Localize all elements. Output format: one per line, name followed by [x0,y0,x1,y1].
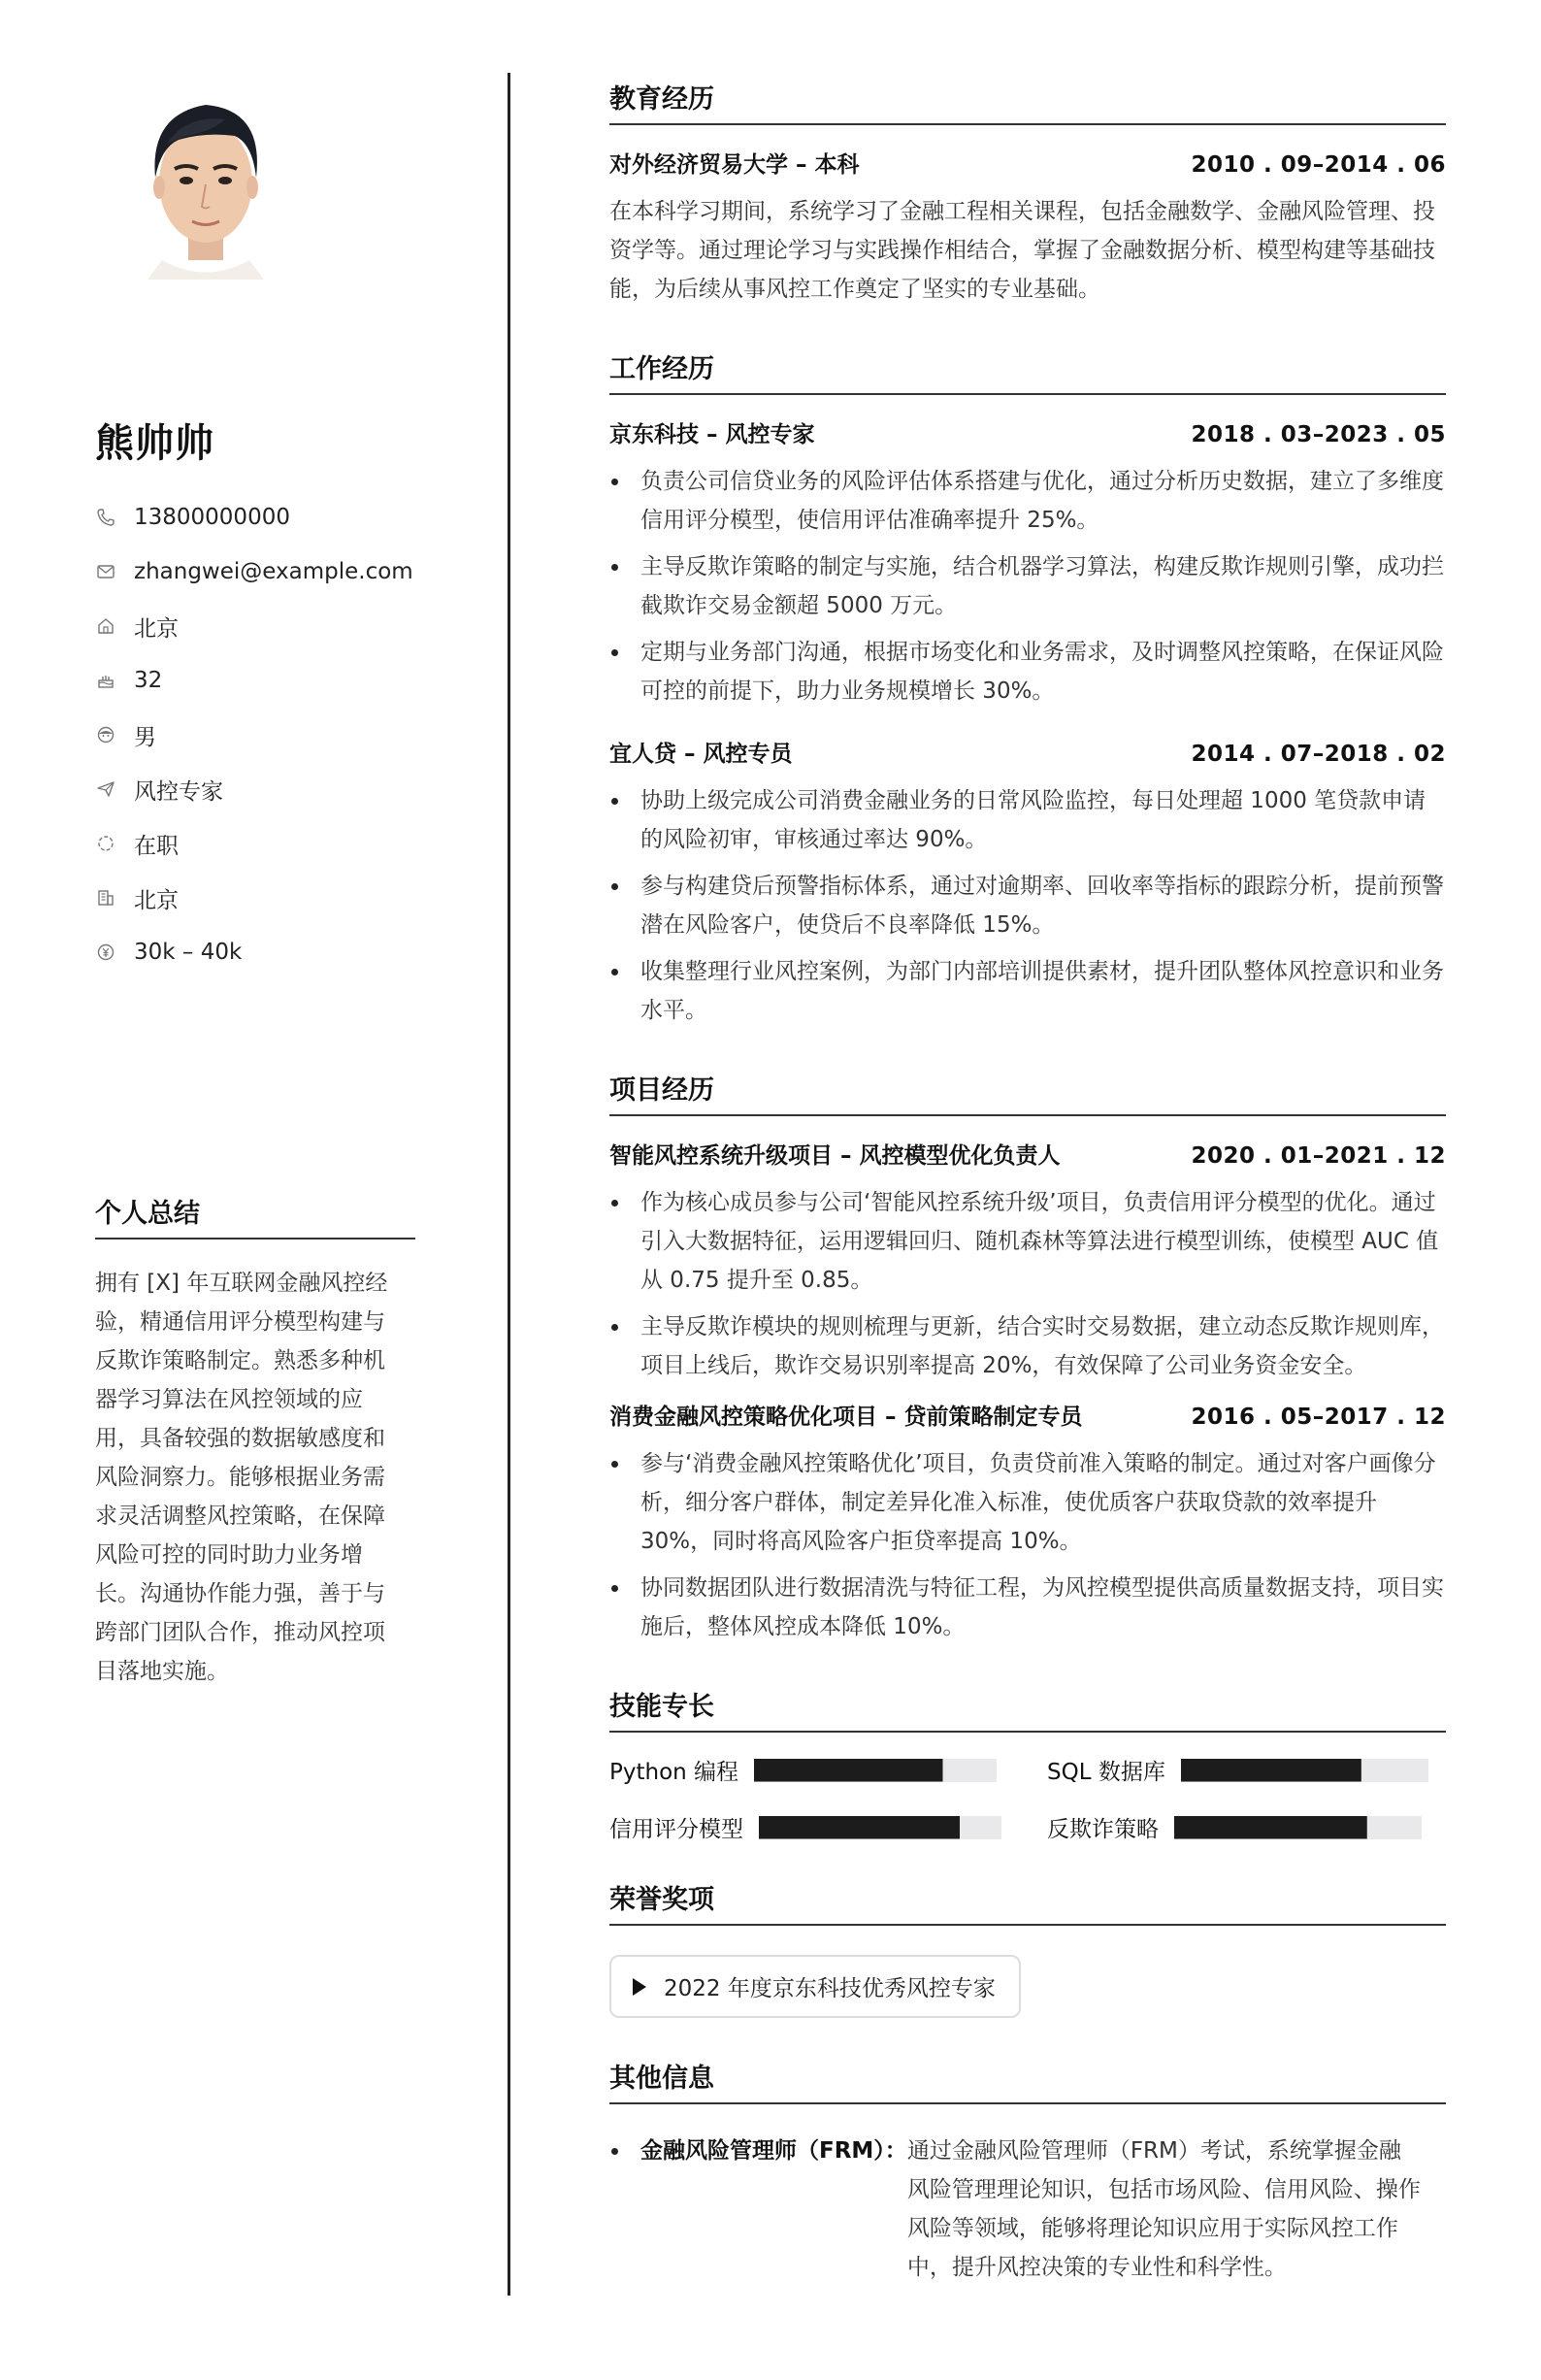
list-item: 负责公司信贷业务的风险评估体系搭建与优化，通过分析历史数据，建立了多维度信用评分模型，使信用评估准确率提升 25%。 [609,462,1446,540]
award-text: 2022 年度京东科技优秀风控专家 [664,1976,996,2001]
candidate-name: 熊帅帅 [95,421,214,466]
other-label: 金融风险管理师（FRM）： [640,2138,907,2164]
entry-date: 2010 . 09–2014 . 06 [1191,152,1446,178]
list-item: 主导反欺诈策略的制定与实施，结合机器学习算法，构建反欺诈规则引擎，成功拦截欺诈交易金额超 5000 万元。 [609,547,1446,625]
skill-item [609,1811,1008,1843]
work-entry [609,736,1446,1030]
other-title: 其他信息 [609,2057,1446,2104]
list-item: 定期与业务部门沟通，根据市场变化和业务需求，及时调整风控策略，在保证风险可控的前提下，助力业务规模增长 30%。 [609,633,1446,711]
skill-fill [1181,1759,1361,1782]
list-item: 协同数据团队进行数据清洗与特征工程，为风控模型提供高质量数据支持，项目实施后，整体风控成本降低 10%。 [609,1569,1446,1646]
info-work-city: 北京 [95,871,415,925]
entry-date: 2014 . 07–2018 . 02 [1191,742,1446,767]
entry-heading: 智能风控系统升级项目 – 风控模型优化负责人 [609,1143,1061,1169]
summary-title: 个人总结 [95,1192,415,1240]
info-gender: 男 [95,708,415,762]
main-content [609,78,1446,2287]
skill-bar [754,1759,997,1782]
entry-heading: 消费金融风控策略优化项目 – 贷前策略制定专员 [609,1405,1083,1430]
info-age: 32 [95,653,415,708]
info-position: 风控专家 [95,762,415,816]
entry-bullets [609,462,1446,711]
project-entry [609,1399,1446,1646]
contact-info-list [95,490,415,979]
info-city: 北京 [95,599,415,653]
skill-name: 信用评分模型 [609,1817,743,1842]
skill-item [609,1754,1008,1786]
skill-item [1047,1811,1446,1843]
work-entry [609,416,1446,711]
list-item: 收集整理行业风控案例，为部门内部培训提供素材，提升团队整体风控意识和业务水平。 [609,952,1446,1030]
entry-heading: 宜人贷 – 风控专员 [609,742,793,767]
phone-icon [95,507,116,528]
project-entry [609,1138,1446,1385]
skill-name: SQL 数据库 [1047,1760,1165,1785]
info-salary: 30k – 40k [95,925,415,979]
info-status: 在职 [95,816,415,871]
summary-text: 拥有 [X] 年互联网金融风控经验，精通信用评分模型构建与反欺诈策略制定。熟悉多种机器学习算法在风控领域的应用，具备较强的数据敏感度和风险洞察力。能够根据业务需求灵活调整风控策略，在保障风险可控的同时助力业务增长。沟通协作能力强，善于与跨部门团队合作，推动风控项目落地实施。 [95,1271,388,1684]
work-title: 工作经历 [609,347,1446,395]
entry-date: 2020 . 01–2021 . 12 [1191,1143,1446,1169]
avatar [109,76,303,280]
skill-bar [1181,1759,1428,1782]
skill-fill [754,1759,943,1782]
entry-heading: 对外经济贸易大学 – 本科 [609,152,860,178]
other-text: 通过金融风险管理师（FRM）考试，系统掌握金融风险管理理论知识，包括市场风险、信用风险、操作风险等领域，能够将理论知识应用于实际风控工作中，提升风控决策的专业性和科学性。 [906,2138,1421,2280]
entry-bullets [609,781,1446,1030]
skill-fill [759,1816,960,1839]
skill-name: Python 编程 [609,1760,739,1785]
education-title: 教育经历 [609,78,1446,125]
entry-date: 2018 . 03–2023 . 05 [1191,422,1446,447]
other-item [609,2132,1446,2287]
education-entry [609,147,1446,309]
skill-name: 反欺诈策略 [1047,1817,1159,1842]
list-item: 作为核心成员参与公司‘智能风控系统升级’项目，负责信用评分模型的优化。通过引入大数据特征，运用逻辑回归、随机森林等算法进行模型训练，使模型 AUC 值从 0.75 提升至 0.85。 [609,1183,1446,1300]
entry-bullets [609,1444,1446,1646]
entry-description: 在本科学习期间，系统学习了金融工程相关课程，包括金融数学、金融风险管理、投资学等。通过理论学习与实践操作相结合，掌握了金融数据分析、模型构建等基础技能，为后续从事风控工作奠定了坚实的专业基础。 [609,199,1435,302]
building-icon [95,887,116,909]
list-item: 协助上级完成公司消费金融业务的日常风险监控，每日处理超 1000 笔贷款申请的风险初审，审核通过率达 90%。 [609,781,1446,859]
column-divider [508,73,510,2296]
list-item: 主导反欺诈模块的规则梳理与更新，结合实时交易数据，建立动态反欺诈规则库，项目上线后，欺诈交易识别率提高 20%，有效保障了公司业务资金安全。 [609,1307,1446,1385]
entry-date: 2016 . 05–2017 . 12 [1191,1405,1446,1430]
award-badge[interactable] [609,1955,1021,2018]
play-icon [633,1978,646,1996]
honors-title: 荣誉奖项 [609,1878,1446,1926]
info-phone: 13800000000 [95,490,415,545]
projects-title: 项目经历 [609,1069,1446,1116]
status-icon [95,833,116,854]
skill-item [1047,1754,1446,1786]
list-item: 参与‘消费金融风控策略优化’项目，负责贷前准入策略的制定。通过对客户画像分析，细分客户群体，制定差异化准入标准，使优质客户获取贷款的效率提升 30%，同时将高风险客户拒贷率提高 10%。 [609,1444,1446,1561]
send-icon [95,778,116,800]
skills-grid [609,1754,1446,1843]
skill-fill [1174,1816,1367,1839]
gender-icon [95,724,116,745]
email-icon [95,561,116,582]
skills-title: 技能专长 [609,1685,1446,1733]
skill-bar [759,1816,1001,1839]
entry-bullets [609,1183,1446,1385]
entry-heading: 京东科技 – 风控专家 [609,422,815,447]
list-item: 参与构建贷后预警指标体系，通过对逾期率、回收率等指标的跟踪分析，提前预警潜在风险客户，使贷后不良率降低 15%。 [609,867,1446,944]
info-email: zhangwei@example.com [95,545,415,599]
salary-icon [95,942,116,963]
skill-bar [1174,1816,1422,1839]
home-icon [95,615,116,637]
cake-icon [95,670,116,691]
